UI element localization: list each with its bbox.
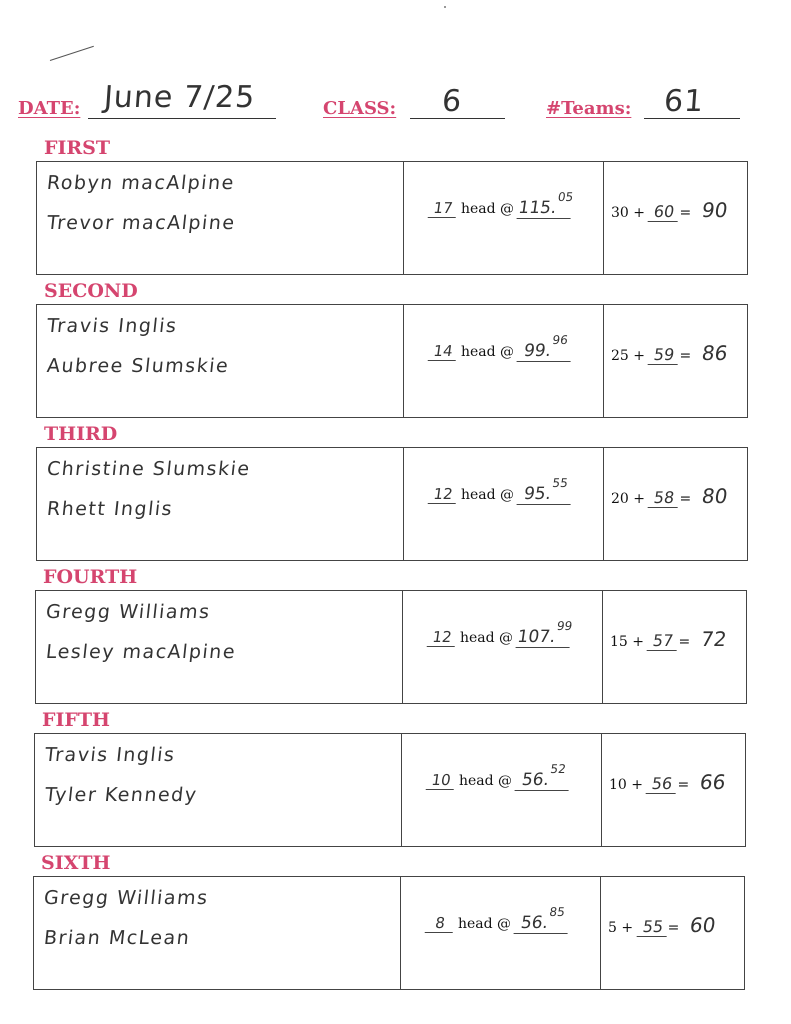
equals-sign: = <box>667 920 680 936</box>
column-divider-2 <box>603 305 604 417</box>
equals-sign: = <box>679 205 692 221</box>
added-points[interactable]: 56 <box>646 774 679 794</box>
run-time[interactable]: 95.55 <box>517 484 574 505</box>
teams-value[interactable]: 61 <box>662 84 706 119</box>
total-points[interactable]: 60 <box>688 913 717 937</box>
base-points: 30 <box>611 205 629 221</box>
date-underline <box>88 118 276 119</box>
head-time-cell <box>429 333 572 362</box>
column-divider-1 <box>402 591 403 703</box>
head-time-cell <box>429 190 575 219</box>
column-divider-1 <box>400 877 401 989</box>
total-points[interactable]: 66 <box>697 770 727 794</box>
date-value[interactable]: June 7/25 <box>102 80 257 115</box>
head-count[interactable]: 12 <box>427 628 458 647</box>
column-divider-1 <box>403 448 404 560</box>
plus-sign: + <box>632 634 645 650</box>
head-count[interactable]: 12 <box>428 485 459 504</box>
run-time[interactable]: 115.05 <box>517 190 575 218</box>
head-at-label: head @ <box>459 773 513 789</box>
head-time-cell <box>428 619 574 648</box>
head-at-label: head @ <box>461 201 515 217</box>
column-divider-1 <box>403 305 404 417</box>
column-divider-2 <box>603 162 604 274</box>
competitor-name-1[interactable]: Christine Slumskie <box>45 458 252 480</box>
head-time-cell <box>426 905 569 934</box>
total-points[interactable]: 80 <box>699 484 729 508</box>
run-time[interactable]: 107.99 <box>516 619 574 647</box>
competitor-name-2[interactable]: Brian McLean <box>42 927 192 949</box>
total-points[interactable]: 72 <box>698 627 728 651</box>
column-divider-1 <box>403 162 404 274</box>
class-value[interactable]: 6 <box>440 84 464 119</box>
points-calc-cell <box>611 198 727 222</box>
date-label: DATE: <box>18 98 81 119</box>
head-count[interactable]: 10 <box>426 771 457 790</box>
points-calc-cell <box>609 770 725 794</box>
run-time-cents: 55 <box>551 476 569 490</box>
base-points: 15 <box>610 634 628 650</box>
placing-title: FIRST <box>44 137 111 159</box>
plus-sign: + <box>633 348 646 364</box>
placing-box <box>33 876 745 990</box>
column-divider-2 <box>602 591 603 703</box>
head-at-label: head @ <box>460 630 514 646</box>
added-points[interactable]: 57 <box>647 631 680 651</box>
equals-sign: = <box>679 491 692 507</box>
head-at-label: head @ <box>461 344 515 360</box>
head-time-cell <box>429 476 572 505</box>
equals-sign: = <box>677 777 690 793</box>
head-at-label: head @ <box>458 916 512 932</box>
scan-speck <box>444 6 446 8</box>
head-time-cell <box>427 762 570 791</box>
stray-pen-mark <box>50 46 94 61</box>
added-points[interactable]: 55 <box>636 917 669 937</box>
competitor-name-2[interactable]: Trevor macAlpine <box>45 212 237 234</box>
base-points: 5 <box>608 920 617 936</box>
competitor-name-1[interactable]: Gregg Williams <box>44 601 212 623</box>
total-points[interactable]: 90 <box>699 198 729 222</box>
added-points[interactable]: 60 <box>648 202 681 222</box>
points-calc-cell <box>610 627 726 651</box>
placing-title: SECOND <box>44 280 138 302</box>
run-time-cents: 99 <box>555 619 574 633</box>
equals-sign: = <box>678 634 691 650</box>
added-points[interactable]: 58 <box>648 488 681 508</box>
run-time-cents: 85 <box>548 905 566 919</box>
placing-box <box>36 161 748 275</box>
head-count[interactable]: 17 <box>428 199 459 218</box>
run-time[interactable]: 56.52 <box>515 770 572 791</box>
placing-title: FIFTH <box>42 709 110 731</box>
placing-box <box>36 304 748 418</box>
placing-title: FOURTH <box>43 566 138 588</box>
column-divider-2 <box>600 877 601 989</box>
competitor-name-2[interactable]: Tyler Kennedy <box>43 784 199 806</box>
run-time-cents: 05 <box>556 190 575 204</box>
points-calc-cell <box>611 484 727 508</box>
plus-sign: + <box>631 777 644 793</box>
run-time-cents: 52 <box>549 762 567 776</box>
competitor-name-2[interactable]: Lesley macAlpine <box>44 641 238 663</box>
run-time[interactable]: 99.96 <box>517 341 574 362</box>
head-at-label: head @ <box>461 487 515 503</box>
points-calc-cell <box>611 341 727 365</box>
competitor-name-1[interactable]: Robyn macAlpine <box>45 172 236 194</box>
column-divider-2 <box>601 734 602 846</box>
base-points: 20 <box>611 491 629 507</box>
plus-sign: + <box>633 205 646 221</box>
column-divider-2 <box>603 448 604 560</box>
column-divider-1 <box>401 734 402 846</box>
placing-box <box>34 733 746 847</box>
class-label: CLASS: <box>323 98 397 119</box>
competitor-name-1[interactable]: Gregg Williams <box>42 887 210 909</box>
run-time-cents: 96 <box>551 333 569 347</box>
placing-title: SIXTH <box>41 852 111 874</box>
equals-sign: = <box>679 348 692 364</box>
head-count[interactable]: 14 <box>428 342 459 361</box>
teams-label: #Teams: <box>546 98 632 119</box>
plus-sign: + <box>633 491 646 507</box>
head-count[interactable]: 8 <box>425 914 456 933</box>
added-points[interactable]: 59 <box>648 345 681 365</box>
competitor-name-2[interactable]: Aubree Slumskie <box>45 355 231 377</box>
base-points: 10 <box>609 777 627 793</box>
plus-sign: + <box>621 920 634 936</box>
class-underline <box>410 118 505 119</box>
competitor-name-1[interactable]: Travis Inglis <box>43 744 177 766</box>
competitor-name-2[interactable]: Rhett Inglis <box>45 498 175 520</box>
points-calc-cell <box>608 913 715 937</box>
placing-box <box>35 590 747 704</box>
teams-underline <box>644 118 740 119</box>
run-time[interactable]: 56.85 <box>514 913 571 934</box>
placing-box <box>36 447 748 561</box>
placing-title: THIRD <box>44 423 118 445</box>
total-points[interactable]: 86 <box>699 341 729 365</box>
base-points: 25 <box>611 348 629 364</box>
competitor-name-1[interactable]: Travis Inglis <box>45 315 179 337</box>
